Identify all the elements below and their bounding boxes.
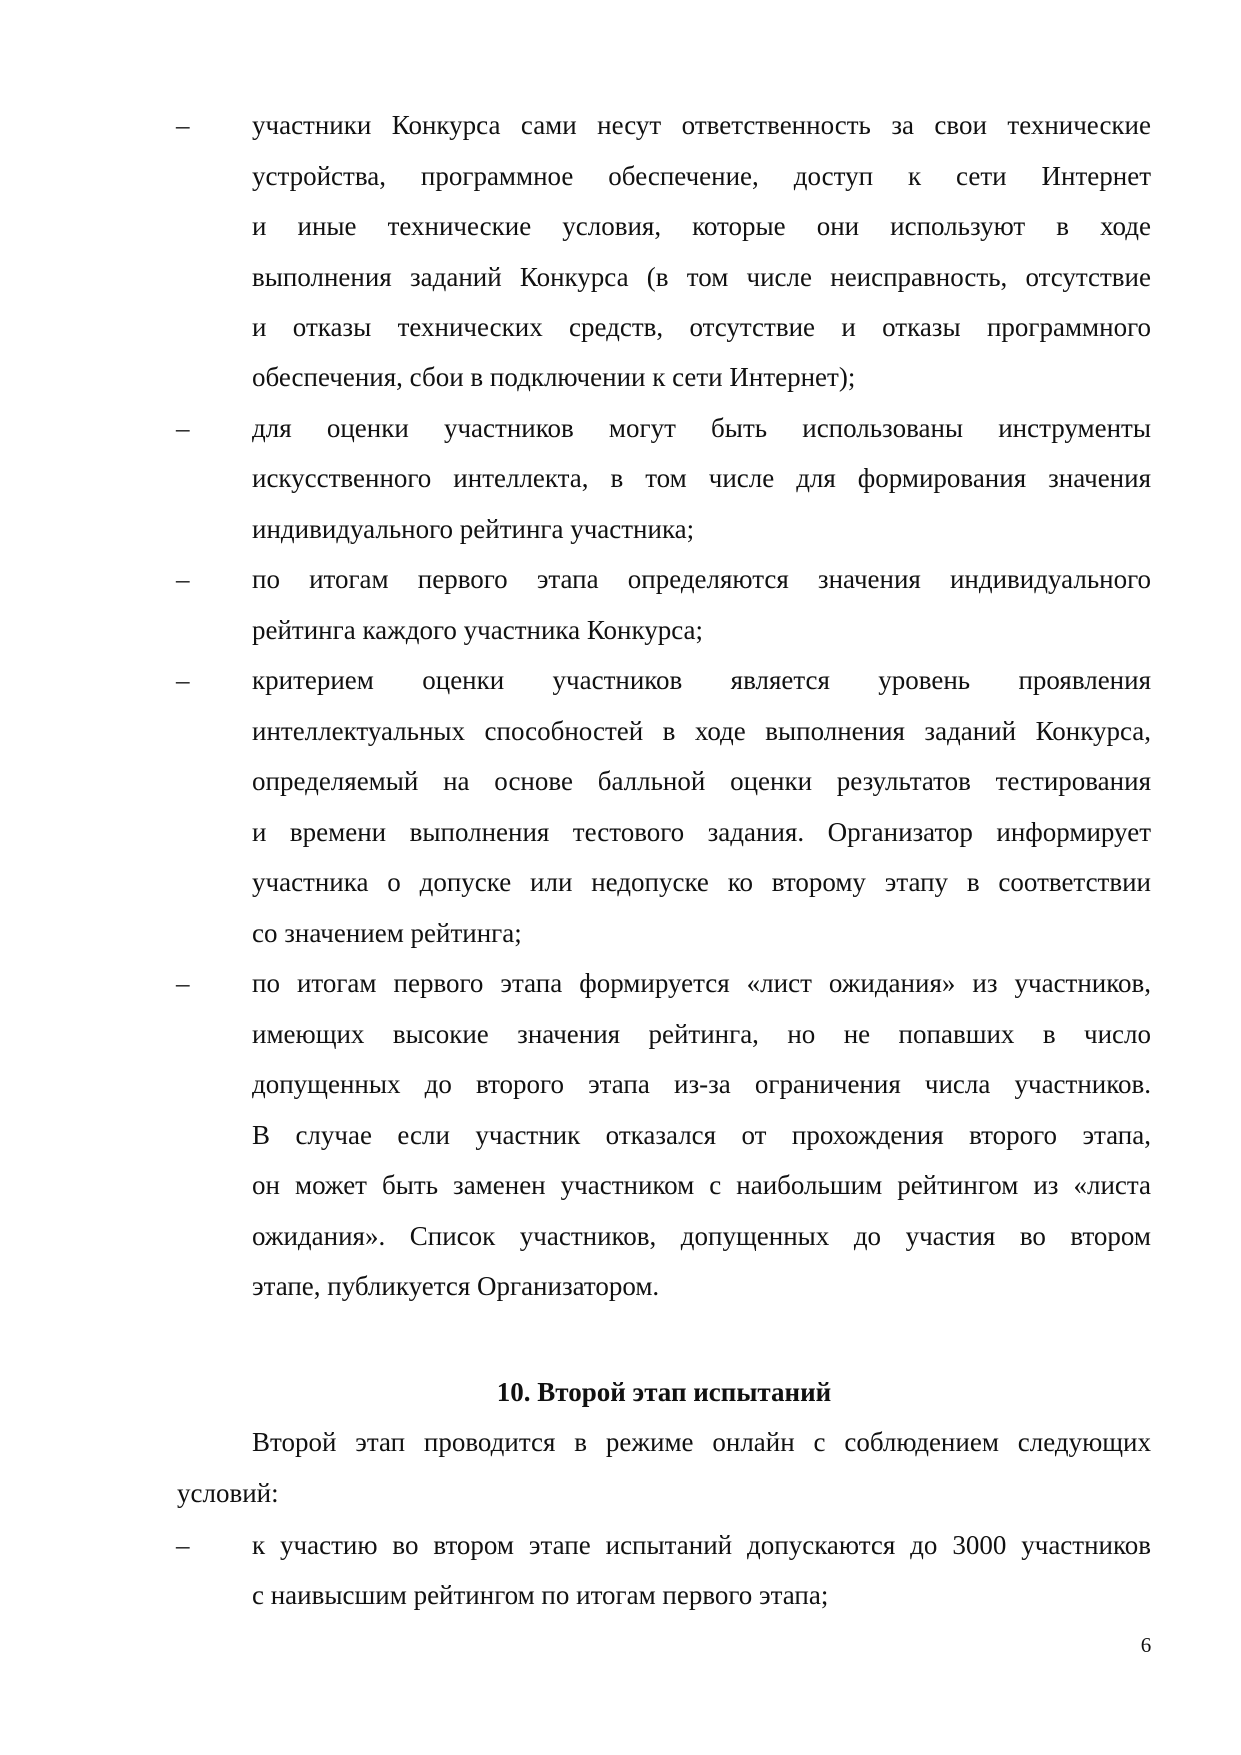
list-item-line: В случае если участник отказался от прохождения второго этапа,	[252, 1120, 1151, 1150]
section-heading: 10. Второй этап испытаний	[496, 1377, 832, 1407]
list-item-line: критерием оценки участников является уровень проявления	[252, 665, 1151, 695]
list-item-line: этапе, публикуется Организатором.	[252, 1271, 660, 1301]
paragraph-line: Второй этап проводится в режиме онлайн с соблюдением следующих	[252, 1427, 1151, 1457]
list-item-line: допущенных до второго этапа из-за ограничения числа участников.	[252, 1069, 1151, 1099]
list-item-line: к участию во втором этапе испытаний допускаются до 3000 участников	[252, 1530, 1151, 1560]
list-item-line: и отказы технических средств, отсутствие и отказы программного	[252, 312, 1151, 342]
list-item-line: участника о допуске или недопуске ко второму этапу в соответствии	[252, 867, 1151, 897]
list-bullet-dash: –	[176, 110, 190, 140]
list-item-line: и иные технические условия, которые они используют в ходе	[252, 211, 1151, 241]
list-item-line: рейтинга каждого участника Конкурса;	[252, 615, 704, 645]
list-item-line: обеспечения, сбои в подключении к сети Интернет);	[252, 362, 856, 392]
list-bullet-dash: –	[176, 413, 190, 443]
list-item-line: интеллектуальных способностей в ходе выполнения заданий Конкурса,	[252, 716, 1151, 746]
page-number: 6	[1140, 1633, 1152, 1657]
paragraph-line: условий:	[177, 1478, 279, 1508]
list-item-line: имеющих высокие значения рейтинга, но не попавших в число	[252, 1019, 1151, 1049]
list-item-line: для оценки участников могут быть использованы инструменты	[252, 413, 1151, 443]
list-item-line: и времени выполнения тестового задания. Организатор информирует	[252, 817, 1151, 847]
list-item-line: по итогам первого этапа определяются значения индивидуального	[252, 564, 1151, 594]
list-bullet-dash: –	[176, 564, 190, 594]
list-item-line: определяемый на основе балльной оценки результатов тестирования	[252, 766, 1151, 796]
list-item-line: по итогам первого этапа формируется «лист ожидания» из участников,	[252, 968, 1151, 998]
list-item-line: устройства, программное обеспечение, доступ к сети Интернет	[252, 161, 1151, 191]
list-bullet-dash: –	[176, 1530, 190, 1560]
list-item-line: он может быть заменен участником с наибольшим рейтингом из «листа	[252, 1170, 1151, 1200]
list-item-line: ожидания». Список участников, допущенных до участия во втором	[252, 1221, 1151, 1251]
list-item-line: участники Конкурса сами несут ответственность за свои технические	[252, 110, 1151, 140]
list-item-line: с наивысшим рейтингом по итогам первого этапа;	[252, 1580, 829, 1610]
list-item-line: индивидуального рейтинга участника;	[252, 514, 695, 544]
list-bullet-dash: –	[176, 968, 190, 998]
list-item-line: искусственного интеллекта, в том числе для формирования значения	[252, 463, 1151, 493]
list-bullet-dash: –	[176, 665, 190, 695]
list-item-line: со значением рейтинга;	[252, 918, 522, 948]
list-item-line: выполнения заданий Конкурса (в том числе неисправность, отсутствие	[252, 262, 1151, 292]
